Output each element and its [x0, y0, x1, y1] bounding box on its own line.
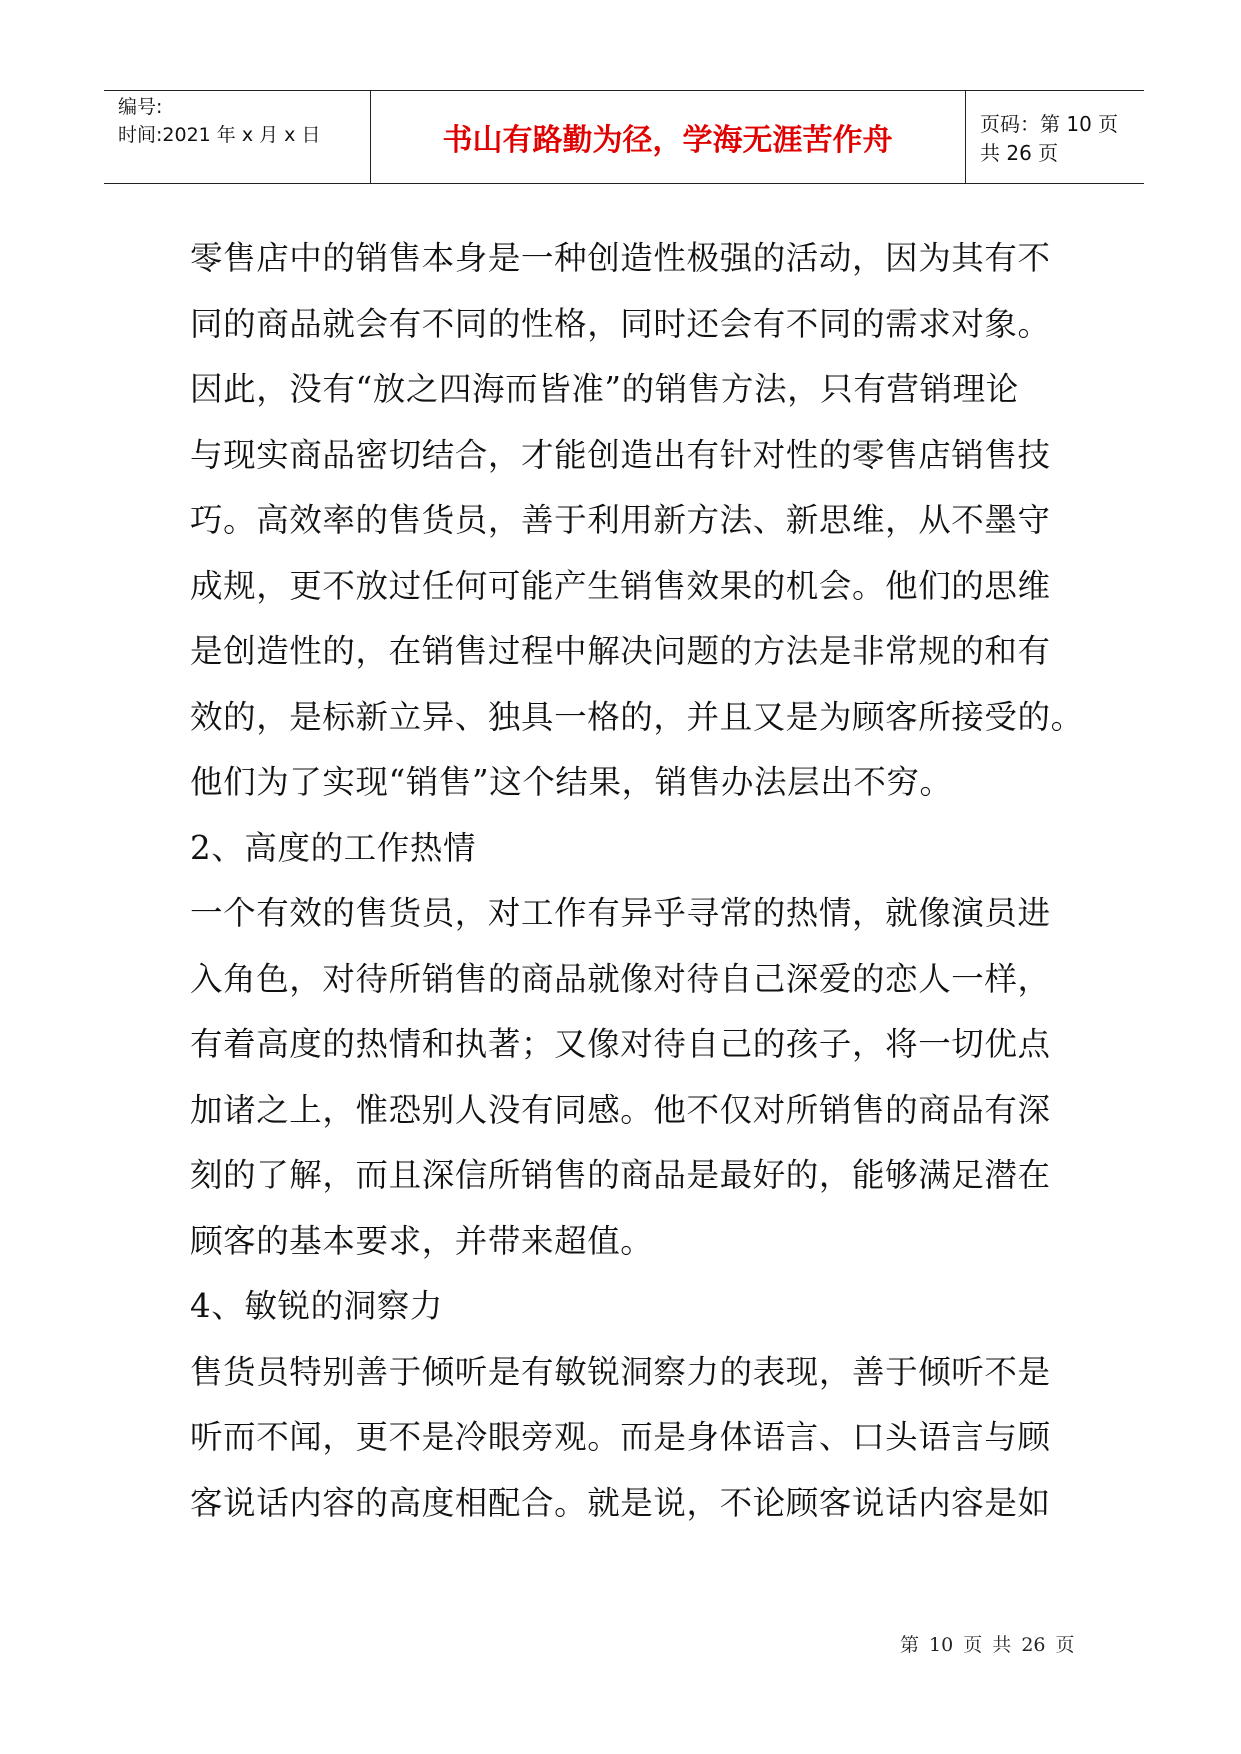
- text-line: 与现实商品密切结合，才能创造出有针对性的零售店销售技: [190, 435, 1051, 474]
- section-heading: 4、敏锐的洞察力: [190, 1287, 443, 1325]
- header-page-number: 页码：第 10 页 共 26 页: [980, 112, 1119, 165]
- text-line: 一个有效的售货员，对工作有异乎寻常的热情，就像演员进: [190, 894, 1051, 932]
- page-header: [104, 90, 1144, 184]
- number-label: 编号:: [118, 96, 163, 118]
- text-line: 售货员特别善于倾听是有敏锐洞察力的表现，善于倾听不是: [190, 1352, 1051, 1391]
- body-text: [190, 226, 1084, 1536]
- text-line: 效的，是标新立异、独具一格的，并且又是为顾客所接受的。: [190, 697, 1084, 736]
- text-line: 入角色，对待所销售的商品就像对待自己深爱的恋人一样，: [190, 959, 1051, 998]
- time-label: 时间:2021 年 x 月 x 日: [118, 124, 321, 146]
- text-line: 顾客的基本要求，并带来超值。: [190, 1221, 654, 1260]
- text-line: 零售店中的销售本身是一种创造性极强的活动，因为其有不: [190, 239, 1051, 277]
- text-line: 成规，更不放过任何可能产生销售效果的机会。他们的思维: [190, 566, 1051, 605]
- text-line: 听而不闻，更不是冷眼旁观。而是身体语言、口头语言与顾: [190, 1418, 1051, 1456]
- header-divider-right: [965, 91, 966, 183]
- text-line: 巧。高效率的售货员，善于利用新方法、新思维，从不墨守: [190, 501, 1051, 539]
- header-motto: 书山有路勤为径，学海无涯苦作舟: [442, 123, 893, 158]
- text-line: 客说话内容的高度相配合。就是说，不论顾客说话内容是如: [190, 1483, 1051, 1522]
- header-meta: [118, 93, 368, 149]
- text-line: 是创造性的，在销售过程中解决问题的方法是非常规的和有: [190, 632, 1051, 670]
- text-line: 同的商品就会有不同的性格，同时还会有不同的需求对象。: [190, 304, 1051, 343]
- page-footer: 第 10 页 共 26 页: [900, 1634, 1075, 1656]
- section-heading: 2、高度的工作热情: [190, 828, 477, 867]
- text-line: 有着高度的热情和执著；又像对待自己的孩子，将一切优点: [190, 1025, 1051, 1063]
- text-line: 刻的了解，而且深信所销售的商品是最好的，能够满足潜在: [190, 1156, 1051, 1194]
- text-line: 因此，没有“放之四海而皆准”的销售方法，只有营销理论: [190, 370, 1019, 408]
- text-line: 他们为了实现“销售”这个结果，销售办法层出不穷。: [190, 763, 953, 801]
- text-line: 加诸之上，惟恐别人没有同感。他不仅对所销售的商品有深: [190, 1090, 1051, 1129]
